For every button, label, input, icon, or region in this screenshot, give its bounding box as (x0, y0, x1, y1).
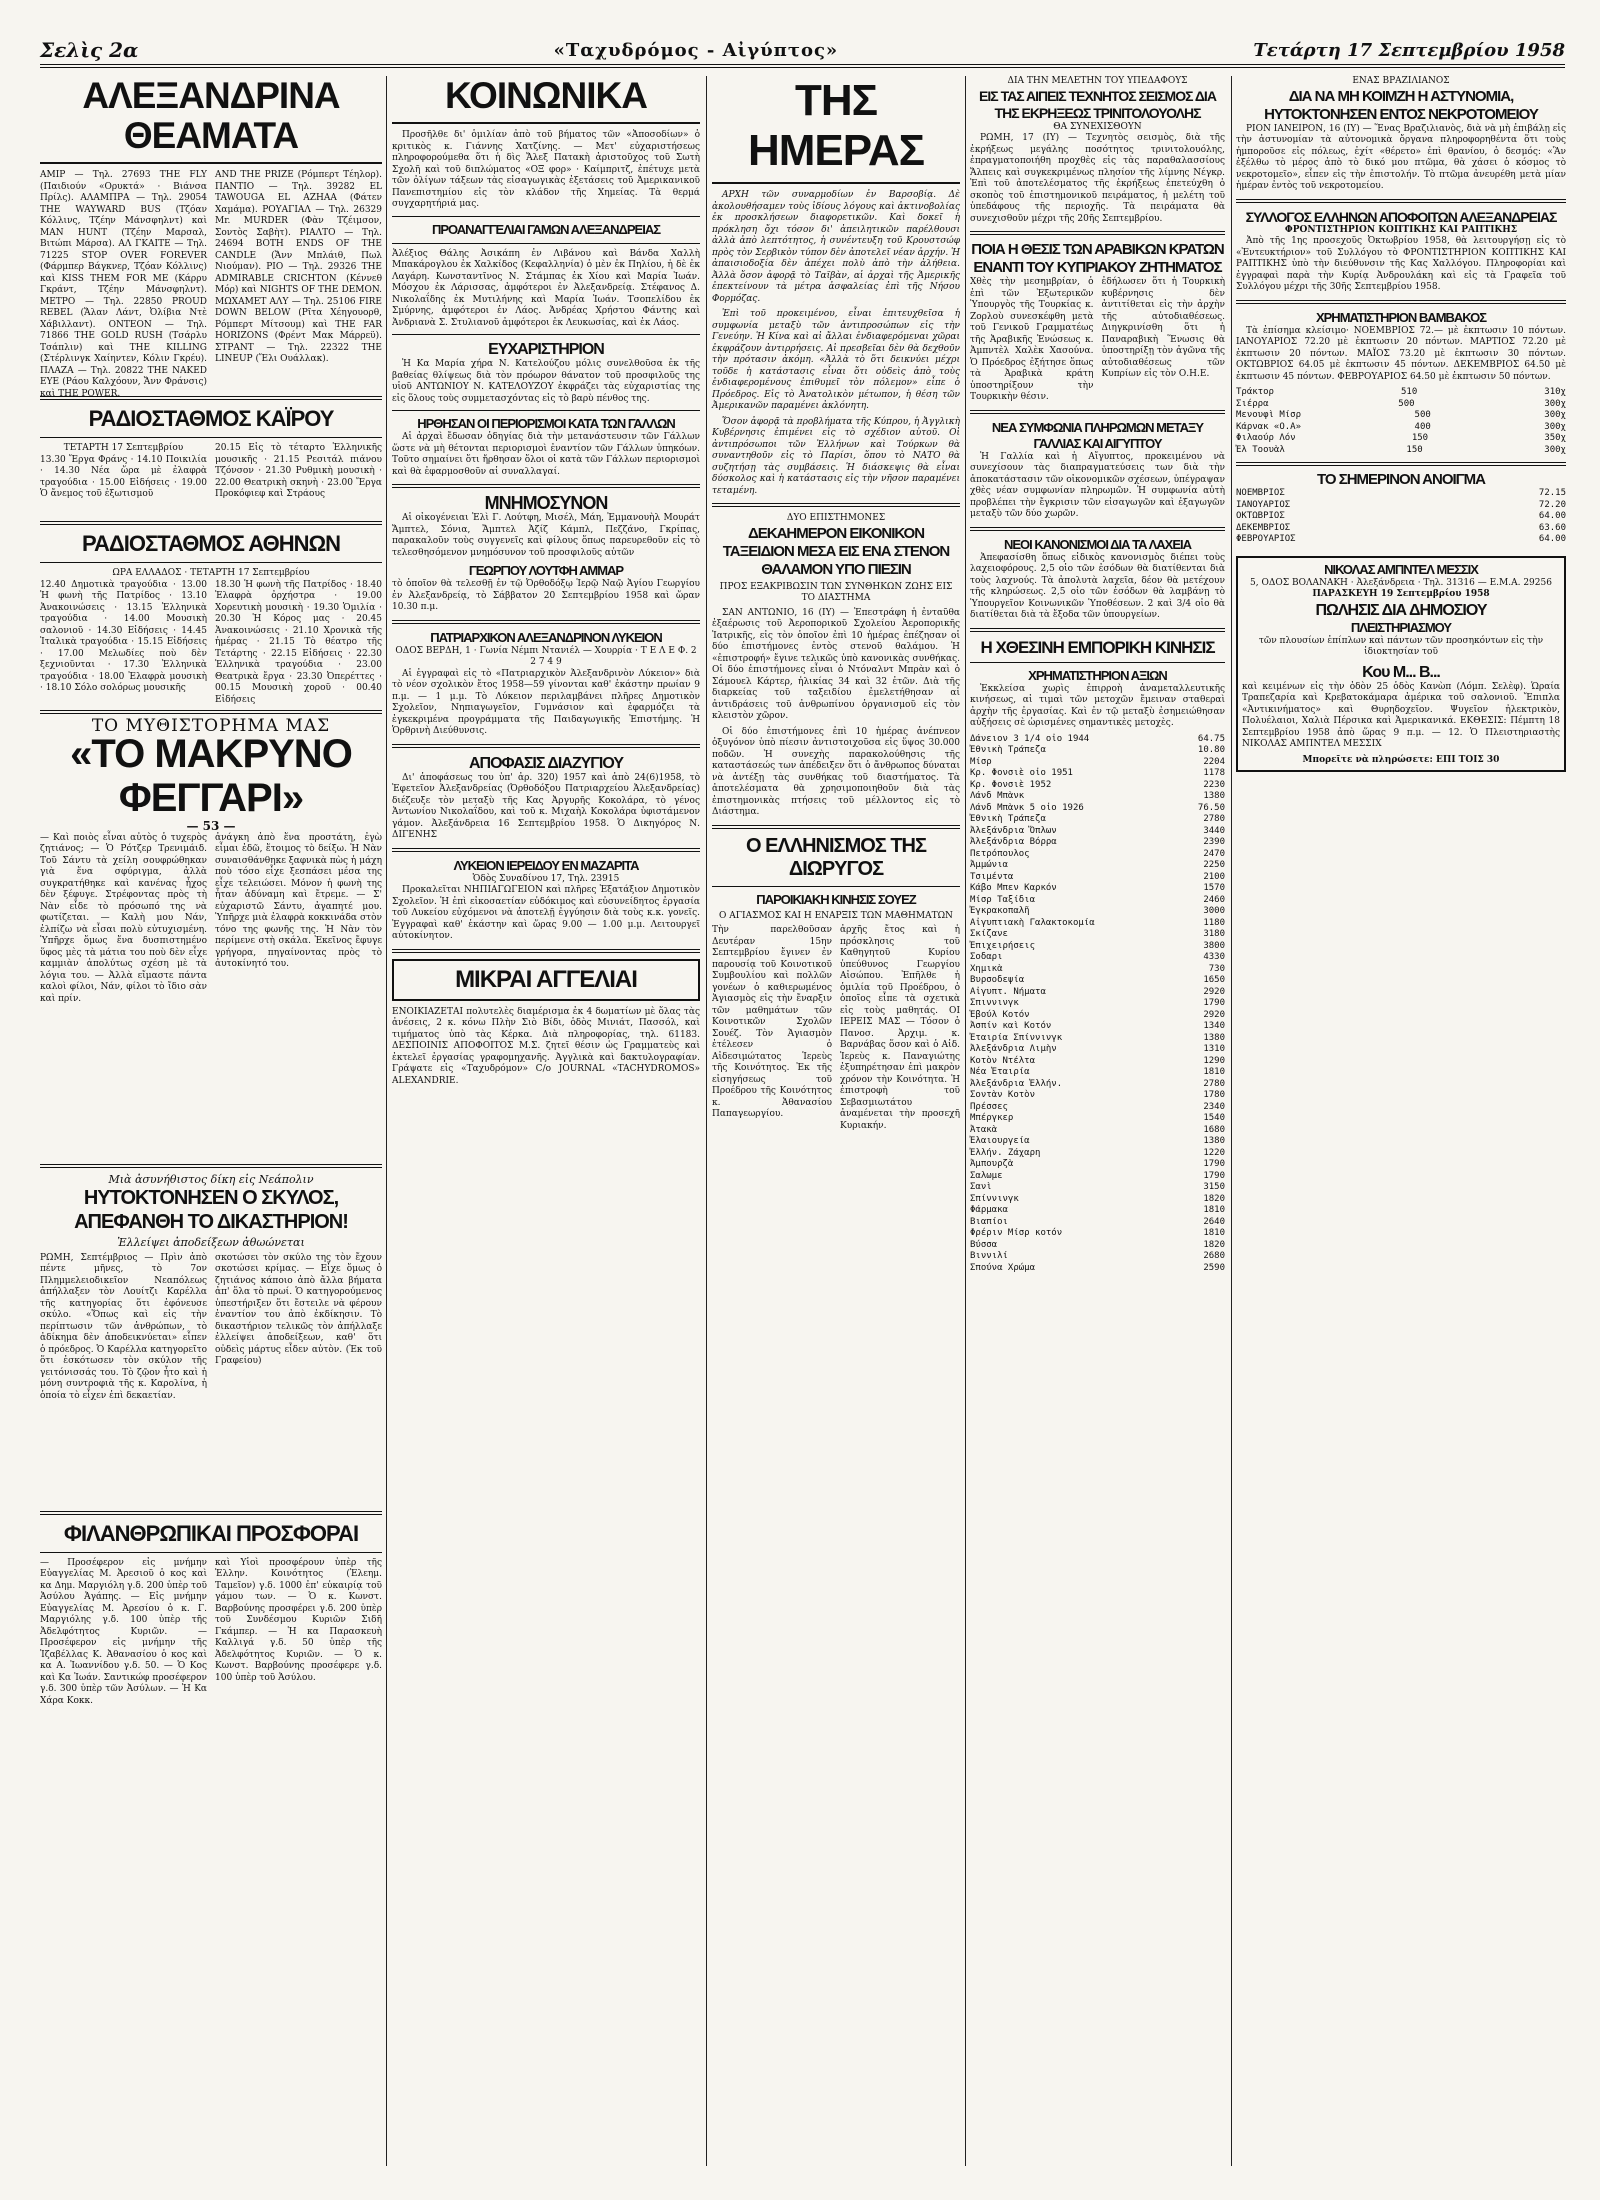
stock-row-n: Ἑβούλ Κοτόν (970, 1009, 1030, 1020)
stock-row-v: 1680 (1203, 1124, 1225, 1135)
stock-row-v: 1178 (1203, 768, 1225, 778)
opening-row-v: 64.00 (1538, 534, 1566, 544)
arab-states-text-left: Χθὲς τὴν μεσημβρίαν, ὁ ἐπὶ τῶν Ἐξωτερικῶν Ὑπουργὸς τῆς Τουρκίας κ. Ζορλοὺ συνεσκέφθη μετὰ τοῦ Γενικοῦ Γραμματέως τῆς Ἀραβικῆς Ἑνώσεως κ. Ἀμπντὲλ Χαλὲκ Χασούνα. Ὁ Πρόεδρος ἐξήτησε ὅπως τὰ Ἀραβικὰ κράτη ὑποστηρίξουν τὴν Τουρκικὴν θέσιν. (970, 277, 1094, 402)
stock-row-v: 3000 (1203, 906, 1225, 916)
stock-row-v: 2390 (1203, 837, 1225, 847)
cotton-row-a: 150 (1411, 433, 1429, 443)
stock-row (970, 952, 1225, 964)
classifieds-text: ΕΝΟΙΚΙΑΖΕΤΑΙ πολυτελὲς διαμέρισμα ἐκ 4 δωματίων μὲ ὅλας τὰς ἀνέσεις, 2 κ. κόνω Πλὴν Σιὸ Βίδι, ὁδὸς Μινιάτ, Πασσόλ, καὶ τιμήματος ὑπὸ τὰς Κέρκα. Διὰ πληροφορίας, τηλ. 61183. ΔΕΣΠΟΙΝΙΣ ΑΠΟΦΟΙΤΟΣ Μ.Σ. ζητεῖ θέσιν ὡς Γραμματεὺς καὶ ἐκτελεῖ ἐργασίας γραφομηχανῆς. Ἀγγλικὰ καὶ δακτυλογραφίαν. Γράψατε εἰς «Ταχυδρόμον» C/o JOURNAL «TACHYDROMOS» ALEXANDRIE. (392, 1006, 700, 1086)
canal-subheading-2: Ο ΑΓΙΑΣΜΟΣ ΚΑΙ Η ΕΝΑΡΞΙΣ ΤΩΝ ΜΑΘΗΜΑΤΩΝ (719, 910, 953, 921)
of-the-day-body: Ἐπὶ τοῦ προκειμένου, εἶναι ἐπιτευχθεῖσα ἡ συμφωνία μεταξὺ τῶν ἀντιπροσώπων εἰς τὴν Γενεύην. Ἡ Κίνα καὶ αἱ ἄλλαι ἐνδιαφερόμεναι χῶραι ἐκφράζουν ἀντιρρήσεις. Αἱ πρεσβεῖαι δὲν θὰ δεχθοῦν τὴν πρότασιν ἀκόμη. «Ἀλλὰ τὸ ὅτι δεικνύει μέχρι τοῦδε ἡ κατάστασις εἶναι ὅτι οὐδεὶς ἀπὸ τοὺς ἐνδιαφερομένους ἐπιθυμεῖ τὸν πόλεμον» εἶπε ὁ Πρόεδρος. Εἰς τὸ Ἀνατολικὸν μέτωπον, ἡ θέση τῶν Ἀμερικανῶν παραμένει ἀκλόνητη. (712, 309, 960, 411)
stock-row (970, 1205, 1225, 1217)
auction-ad (1236, 556, 1566, 773)
stock-row-v: 1540 (1203, 1113, 1225, 1123)
stock-row-n: Σοδαρι (970, 952, 1003, 962)
stock-row (970, 837, 1225, 849)
cotton-table (1236, 387, 1566, 456)
cotton-row-b: 300χ (1544, 398, 1566, 409)
canal-text-right: ἀρχῆς ἔτος καὶ ἡ πρόσκλησις τοῦ Καθηγητοῦ Κυρίου ὑπεύθυνος Γεωργίου Αἰσώπου. Ἐπῆλθε ἡ ὁμιλία τοῦ Προέδρου, ὁ ὁποῖος εἶπε τὰ σχετικὰ εἰς τοὺς μαθητάς. ΟΙ ΙΕΡΕΙΣ ΜΑΣ — Τόσον ὁ Πανοσ. Ἀρχιμ. κ. Βαρνάβας ὅσον καὶ ὁ Αἰδ. Ἱερεὺς κ. Παναγιώτης ἐξυπηρέτησαν ἐπὶ μακρὸν χρόνον τὴν Κοινότητα. Ἡ ἐπιστροφὴ τοῦ Σεβασμιωτάτου ἀναμένεται τὴν προσεχῆ Κυριακήν. (840, 925, 960, 1131)
stock-row-n: Ἐλαιουργεία (970, 1136, 1030, 1146)
stock-row (970, 1090, 1225, 1102)
stock-row-v: 1290 (1203, 1055, 1225, 1066)
school-text: Προκαλεῖται ΝΗΠΙΑΓΩΓΕΙΟΝ καὶ πλῆρες Ἑξατάξιον Δημοτικὸν Σχολεῖον. Ἡ ἐπὶ εἰκοσαετίαν εὐδόκιμος καὶ εὐσυνείδητος ἐργασία τοῦ Λυκείου εὐχόμενοι νὰ ἀποτελῇ ἐγγύησιν διὰ τοὺς κ.κ. γονεῖς. Ἐγγραφαὶ καθ' ἑκάστην καὶ ὥρας 9.00 — 1.00 μ.μ. Λειτουργεῖ αὐτοκίνητον. (392, 885, 700, 941)
auction-firm: ΝΙΚΟΛΑΣ ΑΜΠΝΤΕΛ ΜΕΣΣΙΧ (1324, 561, 1478, 577)
cotton-row-a: 500 (1398, 398, 1415, 409)
stock-row-v: 2920 (1203, 986, 1225, 997)
opening-row (1236, 511, 1566, 523)
stock-row-n: Μπέργκερ (970, 1113, 1014, 1123)
stock-row (970, 849, 1225, 861)
auction-title: ΠΩΛΗΣΙΣ ΔΙΑ ΔΗΜΟΣΙΟΥ (1315, 601, 1487, 619)
cotton-row (1236, 410, 1566, 422)
school-heading: ΛΥΚΕΙΟΝ ΙΕΡΕΙΔΟΥ ΕΝ ΜΑΖΑΡΙΤΑ (453, 857, 639, 873)
experiment-text: ΣΑΝ ΑΝΤΩΝΙΟ, 16 (ΙΥ) — Ἐπεστράφη ἡ ἐνταῦθα ἐξαέρωσις τοῦ Ἀεροπορικοῦ Σχολείου Ἀεροπορικῆς Ἰατρικῆς, εἰς τὸν ὁποῖον ἐπὶ 10 ἡμέρας ἐπέζησαν οἱ δύο ἐπιστήμονες ἐντὸς στενοῦ θαλάμου. Ἡ «ἐπιστροφή» ἔγινε τελικῶς ὑπὸ κανονικὰς συνθήκας. Οἱ δύο ἐπιστήμονες εἶναι ὁ Ντόναλντ Μπρὰν καὶ ὁ Σάμουελ Κάρτερ, ἡλικίας 34 καὶ 32 ἐτῶν. Διὰ τῆς διαρκείας τοῦ ταξειδίου ἐμελετήθησαν αἱ ἀντιδράσεις τοῦ ἀνθρωπίνου ὀργανισμοῦ εἰς τὸν κλειστὸν χῶρον. (712, 607, 960, 721)
stock-row-n: Σπίννινγκ (970, 1193, 1019, 1204)
stock-row-v: 1180 (1203, 917, 1225, 928)
experiment-subtitle: ΠΡΟΣ ΕΞΑΚΡΙΒΩΣΙΝ ΤΩΝ ΣΥΝΘΗΚΩΝ ΖΩΗΣ ΕΙΣ ΤΟ ΔΙΑΣΤΗΜΑ (719, 581, 953, 603)
payments-title: ΝΕΑ ΣΥΜΦΩΝΙΑ ΠΛΗΡΩΜΩΝ ΜΕΤΑΞΥ ΓΑΛΛΙΑΣ ΚΑΙ ΑΙΓΥΠΤΟΥ (991, 419, 1204, 451)
cotton-exchange-heading: ΧΡΗΜΑΤΙΣΤΗΡΙΟΝ ΒΑΜΒΑΚΟΣ (1315, 309, 1487, 325)
stock-row (970, 883, 1225, 895)
stock-row-v: 4330 (1203, 952, 1225, 962)
stock-row (970, 1079, 1225, 1091)
cotton-row-b: 350χ (1544, 433, 1566, 443)
stock-row-v: 1380 (1203, 791, 1225, 801)
opening-row-n: ΦΕΒΡΟΥΑΡΙΟΣ (1236, 534, 1296, 544)
stock-row-v: 3800 (1203, 940, 1225, 951)
stock-row (970, 1251, 1225, 1263)
earthquake-subtitle: ΘΑ ΣΥΝΕΧΙΣΘΟΥΝ (1053, 121, 1142, 132)
page-number: Σελὶς 2α (40, 38, 139, 62)
charity-heading: ΦΙΛΑΝΘΡΩΠΙΚΑΙ ΠΡΟΣΦΟΡΑΙ (63, 1520, 359, 1546)
stock-row (970, 1240, 1225, 1252)
opening-row-v: 72.20 (1538, 499, 1566, 510)
column-social (392, 76, 700, 1091)
social-news: Προσῆλθε δι' ὁμιλίαν ἀπὸ τοῦ βήματος τῶν «Ἀποσοδίων» ὁ κριτικὸς κ. Γιάννης Χατζίνης. — Μετ' εὐχαριστήσεως πληροφορούμεθα ὅτι ἡ δὶς Ἄλεξ Πατακὴ ἀριστοῦχος τοῦ Σωτὴ Σχολῆ καὶ τοῦ διπλώματος «ΟΞ φορ» · Καίμπριτζ, ἐπέτυχε μετὰ τῶν ὀλίγων τάξεων τὰς εἰσαγωγικὰς ἐξετάσεις τοῦ Ἀμερικανικοῦ Πανεπιστημίου εἰς τὸν κλάδον τῆς Χημείας. Τὰ θερμά συγχαρητήριά μας. (392, 130, 700, 209)
stock-row-v: 2590 (1203, 1262, 1225, 1273)
opening-row-v: 72.15 (1538, 488, 1566, 498)
stock-row-v: 2920 (1203, 1009, 1225, 1020)
stock-row-n: Μίσρ Ταξίδια (970, 894, 1036, 905)
cotton-row-b: 300χ (1544, 421, 1566, 432)
gauls-text: Αἱ ἀρχαὶ ἔδωσαν ὁδηγίας διὰ τὴν μετανάστευσιν τῶν Γάλλων ὥστε νὰ μὴ θέτονται περιορισμοὶ ἐναντίον τῶν Γάλλων ὑπηκόων. Τοῦτο σημαίνει ὅτι ἤρθησαν ὅλοι οἱ κατὰ τῶν Γάλλων περιορισμοὶ καὶ θὰ ἐφαρμοσθοῦν αἱ συναλλαγαί. (392, 432, 700, 477)
radio-cairo-schedule-left: 13.30 Ἔργα Φράνς · 14.10 Ποικιλία · 14.30 Νέα ὥρα μὲ ἐλαφρὰ τραγούδια · 15.00 Εἰδήσεις · 19.00 Ὁ ἄνεμος τοῦ ἐξωτισμοῦ (40, 454, 207, 499)
classifieds-box (392, 959, 700, 1001)
radio-cairo-heading: ΡΑΔΙΟΣΤΑΘΜΟΣ ΚΑΪΡΟΥ (88, 406, 334, 431)
stock-row-v: 2680 (1203, 1251, 1225, 1261)
stock-row-v: 3180 (1203, 929, 1225, 939)
opening-heading: ΤΟ ΣΗΜΕΡΙΝΟΝ ΑΝΟΙΓΜΑ (1316, 471, 1486, 488)
divorce-text: Δι' ἀποφάσεως του ὑπ' ἀρ. 320) 1957 καὶ ἀπὸ 24(6)1958, τὸ Ἐφετεῖον Ἀλεξανδρείας (Ὀρθοδόξου Πατριαρχείου Ἀλεξανδρείας) διέζευξε τὸν μεταξὺ τῆς Κας Ἀργυρῆς Κοκολάρα, τὸ γένος Ἀντωνίου Νικολαΐδου, καὶ τοῦ κ. Μιχαὴλ Κοκολάρα ὑφιστάμενον γάμον. Ἀλεξάνδρεια 16 Σεπτεμβρίου 1958. Ὁ Δικηγόρος Ν. ΔΙΓΕΝΗΣ (392, 772, 700, 840)
of-the-day-intro: ΑΡΧΗ τῶν συναρμοδίων ἐν Βαρσοβίᾳ. Δὲ ἀκολουθήσαμεν τοὺς ἰδίους λόγους καὶ ἀκτινοβολίας ἐκ προσκλήσεων διαφορετικῶν. Καὶ δοκεῖ ἡ πρόκληση ὄχι τόσον δι' ἀπειλητικῶν παρέλθουσι ἀλλὰ ἀπὸ λεπτότητος, ἡ συνέντευξη τοῦ Κρουστσώφ πρὸς τὸν Σερβικὸν τύπον δὲν ἀποτελεῖ νέαν ἀρχήν. Ἡ ἀπαισιοδοξία δὲν ἀπέχει πολὺ ἀπὸ τὴν ἀλήθεια. Ἀλλὰ ὅσον ἀφορᾷ τὸ Ταϊβὰν, αἱ ἀρχαὶ τῆς Ἀμερικῆς ἐπεκτείνουν τὰ μέτρα ἀσφαλείας ἐπὶ τῆς Νήσου Φορμόζας. (712, 190, 961, 304)
cotton-row-n: Ἐλ Τοουὰλ (1236, 444, 1285, 455)
stock-row-v: 1790 (1203, 1159, 1225, 1169)
of-the-day-heading: ΤΗΣ ΗΜΕΡΑΣ (747, 76, 925, 175)
stock-row-n: Ἀλεξάνδρια Ὄπλων (970, 825, 1057, 836)
engagements-text: Ἀλέξιος Θάλης Ἀσικάπη ἐν Λιβάνου καὶ Βάνδα Χαλλὴ Μπακάρογλου ἐκ Χαλκίδος (Κεφαλληνία) ὁ μὲν ἐκ Πηλίου, ἡ δὲ ἐκ Λαγάρη. Κωνσταντῖνος Ν. Στάμπας ἐκ Χίου καὶ Μαρία Ἰωάν. Μόσχου ἐκ Λάρισσας, ἀμφότεροι ἐν Ἀλεξανδρείᾳ. Στέφανος Δ. Νικολαΐδης ἐκ Μυτιλήνης καὶ Μαρία Ἰωάν. Τσοπελίδου ἐκ Σμύρνης, ἀμφότεροι ἐν Λάος. Ἀνδρέας Χρήστου Φάντης καὶ Ἀνδριανὰ Σ. Στυλιανοῦ ἀμφότεροι ἐκ Λευκωσίας, καὶ ἐκ Λάος. (392, 248, 700, 328)
radio-athens-schedule-right: 18.30 Ἡ φωνὴ τῆς Πατρίδος · 18.40 Ἐλαφρὰ ὀρχήστρα · 19.00 Χορευτικὴ μουσικὴ · 19.30 Ὁμιλία · 20.30 Ἡ Κόρος μας · 20.45 Ἀνακοινώσεις · 21.10 Χρονικὰ τῆς ἡμέρας · 21.15 Τὸ θέατρο τῆς Τετάρτης · 22.15 Εἰδήσεις · 22.30 Ἑλληνικὰ τραγούδια · 23.00 Θεατρικὰ ἔργα · 23.30 Ὀπερέττες · 00.15 Μουσικὴ χοροῦ · 00.40 Εἰδήσεις (215, 579, 382, 705)
stock-row-n: Πετρόπουλος (970, 848, 1030, 859)
stock-row (970, 1102, 1225, 1114)
auction-date: ΠΑΡΑΣΚΕΥΗ 19 Σεπτεμβρίου 1958 (1312, 589, 1490, 599)
novel-text-left: — Καὶ ποιὸς εἶναι αὐτὸς ὁ τυχερὸς ζητιάνος; — Ὁ Ρότζερ Τρενιμάιδ. Τοῦ Σάντυ τὰ χείλη σουφρώθηκαν γιὰ ἕνα σφύριγμα, ἀλλὰ συγκρατήθηκε καὶ κανένας ἦχος δὲν ξέφυγε. Στρέφοντας πρὸς τὴ Νὰν εἶδε τὸ πρόσωπό της νὰ φωτίζεται. — Καλὴ μου Νάν, ἐλπίζω νὰ εἶσαι πολὺ εὐτυχισμένη. Ὑπῆρχε ὅμως ἕνα δυσπιστημένο ὕφος μὲς τὰ μάτια του ποὺ δὲν εἶχε καμμιὰν ἀπολύτως σχέση μὲ τὰ λόγια του. — Ἀλλὰ εἴμαστε πάντα καλοὶ φίλοι, Νάν, φίλοι τὸ ἴδιο σὰν καὶ πρίν. (40, 832, 207, 1004)
stock-row-v: 1220 (1203, 1147, 1225, 1158)
column-rule (965, 76, 966, 2166)
stock-row-v: 1790 (1203, 1170, 1225, 1181)
graduates-subheading: ΦΡΟΝΤΙΣΤΗΡΙΟΝ ΚΟΠΤΙΚΗΣ ΚΑΙ ΡΑΠΤΙΚΗΣ (1284, 224, 1518, 235)
stock-row (970, 964, 1225, 976)
stock-row-n: Ἐταιρία Σπίννινγκ (970, 1032, 1063, 1043)
market-heading: Η ΧΘΕΣΙΝΗ ΕΜΠΟΡΙΚΗ ΚΙΝΗΣΙΣ (980, 637, 1215, 657)
radio-cairo-schedule-right: 20.15 Εἰς τὸ τέταρτο Ἑλληνικῆς μουσικῆς · 21.15 Ρεσιτάλ πιάνου Τζόνσον · 21.30 Ρυθμικὴ μουσικὴ · 22.00 Θεατρικὴ σκηνὴ · 23.00 Ἔργα Προκόφιεφ καὶ Στράους (215, 443, 382, 499)
earthquake-title: ΕΙΣ ΤΑΣ ΑΙΠΕΙΣ ΤΕΧΝΗΤΟΣ ΣΕΙΣΜΟΣ ΔΙΑ ΤΗΣ ΕΚΡΗΞΕΩΣ ΤΡΙΝΙΤΟΛΟΥΟΛΗΣ (979, 87, 1216, 121)
opening-row-v: 63.60 (1538, 522, 1566, 533)
cinema-list-right: AND THE PRIZE (Ρόμπερτ Τέηλορ). ΠΑΝΤΙΟ — Τηλ. 39282 EL TAWOUGA EL AZHAA (Φάτεν Χαμάμα). ΡΟΥΑΓΙΑΛ — Τηλ. 26329 Mr. MURDER (Φὰν Τζέιμσον, Σοντὸς Σαβὴτ). ΡΙΑΛΤΟ — Τηλ. 24694 BOTH ENDS OF THE CANDLE (Ἄνν Μπλάιθ, Πωλ Νιούμαν). ΡΙΟ — Τηλ. 29326 THE ADMIRABLE CRICHTON (Κέννεθ Μόρ) καὶ NIGHTS OF THE DEMON. ΜΩΧΑΜΕΤ ΑΛΥ — Τηλ. 25106 FIRE DOWN BELOW (Ρῖτα Χέηγουορθ, Ρόμπερτ Μίτσουμ) καὶ THE FAR HORIZONS (Φρέντ Μακ Μάρρεϋ). ΣΤΡΑΝΤ — Τηλ. 22322 THE LINEUP (Ἔλι Ουάλλακ). (215, 170, 382, 364)
cotton-row-n: Μενουφὶ Μίσρ (1236, 410, 1302, 420)
stock-row-v: 1380 (1203, 1032, 1225, 1043)
cotton-row (1236, 422, 1566, 434)
cinemas-heading: ΑΛΕΞΑΝΔΡΙΝΑ ΘΕΑΜΑΤΑ (82, 75, 340, 156)
school-address: Ὁδὸς Συναδίνου 17, Τηλ. 23915 (472, 873, 620, 884)
stock-row (970, 1148, 1225, 1160)
stock-row (970, 1021, 1225, 1033)
stock-row (970, 768, 1225, 780)
cotton-row (1236, 433, 1566, 445)
stock-row-n: Πρέσσες (970, 1101, 1008, 1112)
arab-states-title: ΠΟΙΑ Η ΘΕΣΙΣ ΤΩΝ ΑΡΑΒΙΚΩΝ ΚΡΑΤΩΝ ΕΝΑΝΤΙ ΤΟΥ ΚΥΠΡΙΑΚΟΥ ΖΗΤΗΜΑΤΟΣ (971, 241, 1224, 276)
stock-row-v: 2460 (1203, 894, 1225, 905)
stock-row (970, 1113, 1225, 1125)
stock-row (970, 998, 1225, 1010)
stock-row-v: 1340 (1203, 1021, 1225, 1031)
canal-subheading: ΠΑΡΟΙΚΙΑΚΗ ΚΙΝΗΣΙΣ ΣΟΥΕΖ (756, 891, 916, 907)
stock-row-n: Νέα Ἐταιρία (970, 1067, 1030, 1077)
stock-row (970, 826, 1225, 838)
memorial-name: ΓΕΩΡΓΙΟΥ ΛΟΥΤΦΗ ΑΜΜΑΡ (468, 563, 624, 578)
stock-row-v: 2780 (1203, 1078, 1225, 1089)
stock-row-n: Σοντὰν Κοτὸν (970, 1090, 1036, 1100)
memorial-text-2: τὸ ὁποῖον θὰ τελεσθῇ ἐν τῷ Ὀρθοδόξῳ Ἱερῷ Ναῷ Ἁγίου Γεωργίου ἐν Ἀλεξανδρείᾳ, τὸ Σάββατον 20 Σεπτεμβρίου 1958 καὶ ὥραν 10.30 π.μ. (392, 579, 700, 612)
stock-row-n: Δάνειον 3 1/4 οἰο 1944 (970, 733, 1090, 744)
stock-row (970, 1263, 1225, 1275)
stock-row-v: 1810 (1203, 1205, 1225, 1215)
stock-table (970, 734, 1225, 1275)
novel-title: «ΤΟ ΜΑΚΡΥΝΟ ΦΕΓΓΑΡΙ» (70, 732, 352, 820)
stock-row (970, 1194, 1225, 1206)
stock-row-n: Ἀσπίν καὶ Κοτόν (970, 1021, 1052, 1031)
stock-row-v: 2204 (1203, 756, 1225, 767)
stock-row (970, 1010, 1225, 1022)
opening-row-n: ΙΑΝΟΥΑΡΙΟΣ (1236, 499, 1291, 510)
cotton-row-a: 510 (1400, 387, 1418, 397)
stock-row (970, 780, 1225, 792)
cotton-row-b: 300χ (1544, 444, 1566, 455)
stock-row-n: Μίσρ (970, 756, 992, 767)
stock-row (970, 895, 1225, 907)
stock-row-v: 1810 (1203, 1067, 1225, 1077)
experiment-kicker: ΔΥΟ ΕΠΙΣΤΗΜΟΝΕΣ (786, 513, 886, 523)
stock-row-v: 2470 (1203, 848, 1225, 859)
stock-row-n: Κρ. Φονσιὲ οἰο 1951 (970, 768, 1073, 778)
stock-row (970, 1067, 1225, 1079)
stock-row (970, 872, 1225, 884)
stock-row-n: Ἐγκρακοπαλῆ (970, 906, 1030, 916)
newspaper-name: «Ταχυδρόμος - Αἰγύπτος» (553, 39, 839, 61)
stock-row (970, 1171, 1225, 1183)
cotton-row-b: 300χ (1544, 410, 1566, 420)
opening-table (1236, 488, 1566, 546)
stock-row-n: Ἀλεξάνδρια Λιμὴν (970, 1044, 1057, 1054)
canal-text-left: Τὴν παρελθοῦσαν Δευτέραν 15ην Σεπτεμβρίου ἔγινεν ἐν παρουσίᾳ τοῦ Κοινοτικοῦ Συμβουλίου καὶ πολλῶν γονέων ὁ καθιερωμένος Ἁγιασμὸς εἰς τὴν ἔναρξιν τῶν μαθημάτων τῶν Κοινοτικῶν Σχολῶν Σουέζ. Τὸν Ἁγιασμὸν ἐτέλεσεν ὁ Αἰδεσιμώτατος Ἱερεὺς τῆς Κοινότητος. Ἐκ τῆς εἰσηγήσεως τοῦ Προέδρου τῆς Κοινότητος κ. Ἀθανασίου Παπαγεωργίου. (712, 925, 832, 1119)
graduates-heading: ΣΥΛΛΟΓΟΣ ΕΛΛΗΝΩΝ ΑΠΟΦΟΙΤΩΝ ΑΛΕΞΑΝΔΡΕΙΑΣ (1245, 208, 1557, 225)
stock-row-n: Λάνδ Μπὰνκ 5 οἰο 1926 (970, 802, 1084, 813)
column-of-the-day (712, 76, 960, 1185)
stock-row-v: 1790 (1203, 998, 1225, 1008)
opening-row (1236, 500, 1566, 512)
stock-row (970, 987, 1225, 999)
lotteries-title: ΝΕΟΙ ΚΑΝΟΝΙΣΜΟΙ ΔΙΑ ΤΑ ΛΑΧΕΙΑ (1003, 536, 1191, 552)
lyceum-text: Αἱ ἐγγραφαὶ εἰς τὸ «Πατριαρχικὸν Ἀλεξανδρινὸν Λύκειον» διὰ τὸ νέον σχολικὸν ἔτος 1958—59 γίνονται καθ' ἑκάστην πρωίαν 9 π.μ. — 1 μ.μ. Τὸ Λύκειον περιλαμβάνει πλῆρες Δημοτικὸν Σχολεῖον, Νηπιαγωγεῖον, Γυμνάσιον καὶ ἐφαρμόζει τὰ ἐγκεκριμένα προγράμματα τῆς Παιδαγωγικῆς Ἐπιστήμης. Ἡ Ὁρθρινὴ Διεύθυνσις. (392, 668, 700, 736)
auction-owner: Κου Μ... Β... (1362, 663, 1440, 681)
cotton-row-a: 150 (1406, 444, 1423, 455)
opening-row-n: ΟΚΤΩΒΡΙΟΣ (1236, 511, 1285, 521)
brazilian-kicker: ΕΝΑΣ ΒΡΑΖΙΛΙΑΝΟΣ (1352, 76, 1450, 86)
stock-row-v: 1780 (1203, 1090, 1225, 1100)
cotton-row-n: Σιέρρα (1236, 398, 1269, 409)
stock-row-v: 10.80 (1197, 745, 1225, 755)
stock-row-n: Σανὶ (970, 1182, 992, 1192)
stock-row-v: 2230 (1203, 779, 1225, 790)
radio-athens-schedule-left: 12.40 Δημοτικὰ τραγούδια · 13.00 Ἡ φωνὴ τῆς Πατρίδος · 13.10 Ἀνακοινώσεις · 13.15 Ἑλληνικὰ τραγούδια · 14.00 Μουσικὴ σαλονιοῦ · 14.30 Εἰδήσεις · 14.45 Ἰταλικὰ τραγούδια · 15.15 Εἰδήσεις · 17.00 Μελωδίες ποὺ δὲν ξεχνιοῦνται · 17.30 Ἑλληνικὰ τραγούδια · 18.00 Ἐλαφρὰ μουσικὴ · 18.10 Σόλο σολόρως μουσικῆς (40, 579, 207, 693)
dog-story-kicker: Μιὰ ἀσυνήθιστος δίκη εἰς Νεάπολιν (108, 1172, 314, 1186)
dog-story-text-right: σκοτώσει τὸν σκύλο της τὸν ἔχουν σκοτώσει κρίμας. — Εἶχε ὅμως ὁ ζητιάνος κάποιο ἀπὸ ἄλλα βήματα ἀπ' ὅλα τὸ πρωί. Ὁ κατηγορούμενος ὑπεστήριξεν ὅτι ἔστειλε νὰ φέρουν ἐναντίον του ἀπὸ ἐκδίκησιν. Τὸ δικαστήριον τελικῶς τὸν ἀπήλλαξε ἐλλείψει ἀποδείξεων, καθ' ὅτι οὐδεὶς μάρτυς εἶδεν αὐτὸν. (Ἐκ τοῦ Γραφείου) (215, 1252, 382, 1366)
stock-row-n: Βιαπίοι (970, 1216, 1008, 1227)
stock-exchange-heading: ΧΡΗΜΑΤΙΣΤΗΡΙΟΝ ΑΞΙΩΝ (1028, 667, 1167, 683)
classifieds-heading: ΜΙΚΡΑΙ ΑΓΓΕΛΙΑΙ (455, 965, 637, 993)
cotton-row (1236, 399, 1566, 411)
stock-row-v: 3440 (1203, 825, 1225, 836)
cotton-row-a: 400 (1414, 421, 1431, 432)
cotton-row-n: Φιλαούρ Λόν (1236, 433, 1296, 443)
opening-row (1236, 523, 1566, 535)
canal-heading: Ο ΕΛΛΗΝΙΣΜΟΣ ΤΗΣ ΔΙΩΡΥΓΟΣ (745, 834, 926, 880)
brazilian-title: ΔΙΑ ΝΑ ΜΗ ΚΟΙΜΖΗ Η ΑΣΤΥΝΟΜΙΑ, ΗΥΤΟΚΤΟΝΗΣΕΝ ΕΝΤΟΣ ΝΕΚΡΟΤΟΜΕΙΟΥ (1264, 87, 1538, 123)
stock-row-n: Ἐθνικὴ Τράπεζα (970, 814, 1046, 824)
stock-row-n: Ἀλεξάνδρια Βόρρα (970, 837, 1057, 847)
stock-row-v: 1380 (1203, 1136, 1225, 1146)
graduates-text: Ἀπὸ τῆς 1ης προσεχοῦς Ὀκτωβρίου 1958, θὰ λειτουργήσῃ εἰς τὸ «Ἐντευκτήριον» τοῦ Συλλόγου τὸ ΦΡΟΝΤΙΣΤΗΡΙΟΝ ΚΟΠΤΙΚΗΣ ΚΑΙ ΡΑΠΤΙΚΗΣ ὑπὸ τὴν διεύθυνσιν τῆς Κας Χαλλόγου. Πληροφορίαι καὶ ἐγγραφαὶ παρὰ τὴν Κυρίᾳ Ἀνδρουλάκη καὶ εἰς τὰ Γραφεῖα τοῦ Συλλόγου μέχρι τῆς 30ῆς Σεπτεμβρίου 1958. (1236, 236, 1566, 292)
novel-part: — 53 — (186, 819, 236, 833)
earthquake-kicker: ΔΙΑ ΤΗΝ ΜΕΛΕΤΗΝ ΤΟΥ ΥΠΕΔΑΦΟΥΣ (1007, 76, 1188, 86)
stock-row (970, 918, 1225, 930)
stock-row (970, 791, 1225, 803)
stock-row (970, 1125, 1225, 1137)
cotton-row (1236, 387, 1566, 399)
opening-row-n: ΔΕΚΕΜΒΡΙΟΣ (1236, 522, 1291, 533)
stock-row-v: 1650 (1203, 975, 1225, 985)
stock-row-n: Φρέριν Μίσρ κοτόν (970, 1228, 1063, 1238)
auction-text-2: καὶ κειμένων εἰς τὴν ὁδὸν 25 ὁδὸς Κανὼπ (Λόμπ. Σελὲφ). Ὡραία Τραπεζαρία καὶ Κρεβατοκάμαρα ἀμέρικα τοῦ σαλονιοῦ. Ἔπιπλα «Ἀντικινήματος» καὶ Θυρηδοχεῖον. Ψυγεῖον ἠλεκτρικὸν, Πολυέλαιοι, Χαλιὰ Πέρσικα καὶ Ἀμερικανικά. ΕΚΘΕΣΙΣ: Πέμπτη 18 Σεπτεμβρίου 1958 ἀπὸ ὥρας 9 π.μ. — 12. Ὁ Πλειστηριαστὴς ΝΙΚΟΛΑΣ ΑΜΠΝΤΕΛ ΜΕΣΣΙΧ (1242, 681, 1560, 749)
cotton-exchange-text: Τὰ ἐπίσημα κλείσιμο· ΝΟΕΜΒΡΙΟΣ 72.— μὲ ἐκπτωσιν 10 πόντων. ΙΑΝΟΥΑΡΙΟΣ 72.20 μὲ ἐκπτωσιν 20 πόντων. ΜΑΡΤΙΟΣ 72.20 μὲ ἐκπτωσιν 20 πόντων. ΜΑΪΟΣ 73.20 μὲ ἐκπτωσιν 30 πόντων. ΟΚΤΩΒΡΙΟΣ 64.05 μὲ ἐκπτωσιν 45 πόντων. ΔΕΚΕΜΒΡΙΟΣ 64.50 μὲ ἐκπτωσιν 45 πόντων. ΦΕΒΡΟΥΑΡΙΟΣ 64.50 μὲ ἐκπτωσιν 50 πόντων. (1236, 325, 1566, 382)
stock-row (970, 906, 1225, 918)
stock-row-n: Τσιμέντα (970, 871, 1014, 882)
cotton-row-a: 500 (1414, 410, 1431, 420)
stock-row (970, 803, 1225, 815)
stock-row-n: Ἀμμώνια (970, 860, 1008, 870)
lyceum-address: ΟΔΟΣ ΒΕΡΔΗ, 1 · Γωνία Νέμπι Ντανιέλ — Χουρρία · Τ Ε Λ Ε Φ. 2 2 7 4 9 (395, 645, 697, 667)
stock-row-n: Σπιννινγκ (970, 998, 1019, 1008)
stock-row-n: Ἐθνικὴ Τράπεζα (970, 745, 1046, 755)
stock-row-n: Ἐπιχειρήσεις (970, 940, 1036, 951)
thanks-text: Ἡ Κα Μαρία χήρα Ν. Κατελούζου μόλις συνελθοῦσα ἐκ τῆς βαθείας θλίψεως διὰ τὸν πρόωρον θάνατον τοῦ προσφιλοῦς της υἱοῦ ΑΝΤΩΝΙΟΥ Ν. ΚΑΤΕΛΟΥΖΟΥ ἐκφράζει τὰς εὐχαριστίας της εἰς ὅλους τοὺς συμμετασχόντας εἰς τὸ βαρὺ πένθος της. (392, 359, 700, 404)
radio-cairo-day: ΤΕΤΑΡΤΗ 17 Σεπτεμβρίου (63, 443, 184, 453)
stock-row (970, 1159, 1225, 1171)
stock-row-n: Ἐλλήν. Ζάχαρη (970, 1147, 1041, 1158)
auction-title-2: ΠΛΕΙΣΤΗΡΙΑΣΜΟΥ (1350, 619, 1452, 635)
stock-row-v: 1810 (1203, 1228, 1225, 1238)
stock-row-v: 730 (1208, 963, 1225, 974)
cinema-listings (40, 170, 382, 399)
stock-row (970, 1217, 1225, 1229)
stock-row (970, 1136, 1225, 1148)
stock-row (970, 1044, 1225, 1056)
stock-row-v: 64.75 (1197, 733, 1225, 744)
opening-row (1236, 488, 1566, 500)
stock-exchange-text: Ἐκκλείσα χωρὶς ἐπιρροὴ ἀναμεταλλευτικῆς κινήσεως, αἱ τιμαὶ τῶν μετοχῶν ἔμειναν σταθεραὶ ἀρχὴν τῆς ἐργασίας. Καὶ ἐν τῷ μεταξὺ ἐσημειώθησαν αὐξήσεις σὲ ὡρισμένες σημαντικὲς μετοχὲς. (970, 683, 1225, 728)
stock-row (970, 941, 1225, 953)
stock-row-n: Ἀλεξάνδρια Ἐλλήν. (970, 1078, 1063, 1089)
engagements-heading: ΠΡΟΑΝΑΓΓΕΛΙΑΙ ΓΑΜΩΝ ΑΛΕΞΑΝΔΡΕΙΑΣ (431, 221, 661, 237)
arab-states-text-right: ἐδήλωσεν ὅτι ἡ Τουρκικὴ κυβέρνησις δὲν ἀντιτίθεται εἰς τὴν ἀρχὴν τῆς αὐτοδιαθέσεως. Διηγκρινίσθη ὅτι ἡ Παναραβικὴ Ἕνωσις θὰ ὑποστηρίξῃ τὸν ἀγῶνα τῆς αὐτοδιαθέσεως τῶν Κυπρίων εἰς τὸν Ο.Η.Ε. (1101, 277, 1225, 379)
stock-row-n: Φάρμακα (970, 1205, 1008, 1215)
stock-row-n: Κοτὸν Ντέλτα (970, 1055, 1036, 1066)
stock-row-v: 2780 (1203, 814, 1225, 824)
stock-row (970, 929, 1225, 941)
stock-row-n: Ἀτακὰ (970, 1124, 998, 1135)
stock-row (970, 1056, 1225, 1068)
social-heading: ΚΟΙΝΩΝΙΚΑ (445, 75, 647, 116)
stock-row (970, 734, 1225, 746)
stock-row-n: Κάβο Μπεν Καρκόν (970, 883, 1057, 893)
brazilian-text: ΡΙΟΝ ΙΑΝΕΙΡΟΝ, 16 (ΙΥ) — Ἕνας Βραζιλιανὸς, διὰ νὰ μὴ ἐπιβάλῃ εἰς τὴν ἀστυνομίαν τὰ αὐτονομικὰ ὄργανα πληροφορηθέντα ὅτι τοὺς ἠμποροῦσε εἰς πόλεως, ἐχίτ «θέρετο» ἐπὶ θρανίου, ὁ δεσμός: «Ἂν ἐξέλθω τὸ μέρος ἀπὸ τὸ δικό μου πτῶμα, θὰ χάσει ὁ κόσμος τὸ νεκροτομεῖο», εἶπεν εἰς τὴν ἐπιστολήν. Τὸ πτῶμα ἀνευρέθη μετὰ μίαν ἡμέραν ἐντὸς τοῦ νεκροτομείου. (1236, 123, 1566, 191)
stock-row (970, 745, 1225, 757)
cotton-row-n: Κάρνακ «Ο.Α» (1236, 421, 1302, 432)
memorial-heading: ΜΝΗΜΟΣΥΝΟΝ (484, 493, 608, 513)
opening-row (1236, 534, 1566, 546)
stock-row (970, 1033, 1225, 1045)
radio-athens-day: ΩΡΑ ΕΛΛΑΔΟΣ · ΤΕΤΑΡΤΗ 17 Σεπτεμβρίου (112, 568, 310, 578)
stock-row-v: 1570 (1203, 883, 1225, 893)
stock-row-n: Βυρσοδεψία (970, 975, 1025, 985)
column-rule (1231, 76, 1232, 2166)
stock-row-n: Αἰγυπτ. Νήματα (970, 986, 1046, 997)
stock-row-v: 1820 (1203, 1193, 1225, 1204)
opening-row-n: ΝΟΕΜΒΡΙΟΣ (1236, 488, 1285, 498)
auction-note: Μπορεῖτε νὰ πληρώσετε: ΕΠΙ ΤΟΙΣ 30 (1302, 754, 1500, 765)
stock-row-n: Χημικὰ (970, 963, 1003, 974)
stock-row-n: Σαλωμε (970, 1170, 1003, 1181)
dog-story-text-left: ΡΩΜΗ, Σεπτέμβριος — Πρὶν ἀπὸ πέντε μῆνες, τὸ 7ον Πλημμελειοδικεῖον Νεαπόλεως ἀπήλλαξεν τὸν Λουίτζι Καρέλλα τῆς κατηγορίας ὅτι ἐφόνευσε σκύλο. «Ὅπως καὶ εἰς τὴν περίπτωσιν τῶν ἀνθρώπων, τὸ ἀδίκημα δὲν ἀποδεικνύεται» εἶπεν ὁ πρόεδρος. Ὁ Καρέλλα κατηγορεῖτο ὅτι ἐσκότωσεν τὸν σκύλον τῆς γειτόνισσάς του. Τὸ ζῷον ἦτο καὶ ἡ μόνη συντροφιὰ τῆς κ. Καρολίνα, ἡ ὁποία τὸ εἶχεν ἐπὶ δεκαετίαν. (40, 1252, 207, 1401)
stock-row-v: 1820 (1203, 1239, 1225, 1250)
of-the-day-body-2: Ὅσον ἀφορᾷ τὰ προβλήματα τῆς Κύπρου, ἡ Ἀγγλικὴ Κυβέρνησις ἐπιμένει εἰς τὸ σχέδιον αὐτοῦ. Οἱ ἀντιπρόσωποι τῶν Ἑλλήνων καὶ Τούρκων θὰ συναντηθοῦν εἰς τὸ Παρίσι, ὅπου τὸ ΝΑΤΟ θὰ συζητήσῃ τὰς συμβάσεις. Ἡ διάσκεψις θὰ εἶναι δύσκολος καὶ ἡ κατάστασις εἰς τὴν νῆσον παραμένει τεταμένη. (712, 416, 960, 496)
gauls-heading: ΗΡΘΗΣΑΝ ΟΙ ΠΕΡΙΟΡΙΣΜΟΙ ΚΑΤΑ ΤΩΝ ΓΑΛΛΩΝ (417, 416, 675, 431)
divorce-heading: ΑΠΟΦΑΣΙΣ ΔΙΑΖΥΓΙΟΥ (469, 754, 623, 772)
charity-text-right: καὶ Υἱοὶ προσφέρουν ὑπὲρ τῆς Ἑλλην. Κοινότητος (Ἐλεημ. Ταμεῖον) γ.δ. 1000 ἐπ' εὐκαιρίᾳ τοῦ γάμου των. — Ὁ κ. Κωνστ. Βαρβούνης προσφέρει γ.δ. 200 ὑπὲρ τοῦ Συνδέσμου Κυριῶν Σιδῆ Γκάμπερ. — Ἡ κα Παρασκευὴ Καλλιγά γ.δ. 50 ὑπὲρ τῆς Ἀδελφότητος Κυριῶν. — Ὁ κ. Κωνστ. Βαρβούνης προσέφερε γ.δ. 100 ὑπὲρ τοῦ Ἀσύλου. (215, 1557, 382, 1683)
opening-row-v: 64.00 (1538, 511, 1566, 521)
cotton-row-b: 310χ (1544, 387, 1566, 397)
dog-story-title: ΗΥΤΟΚΤΟΝΗΣΕΝ Ο ΣΚΥΛΟΣ, ΑΠΕΦΑΝΘΗ ΤΟ ΔΙΚΑΣΤΗΡΙΟΝ! (74, 1187, 348, 1233)
stock-row-n: Βύσσα (970, 1239, 998, 1250)
column-news (970, 76, 1225, 1274)
lyceum-heading: ΠΑΤΡΙΑΡΧΙΚΟΝ ΑΛΕΞΑΝΔΡΙΝΟΝ ΛΥΚΕΙΟΝ (430, 629, 662, 645)
column-entertainment (40, 76, 382, 1748)
cotton-row (1236, 445, 1566, 457)
stock-row (970, 757, 1225, 769)
stock-row-n: Κρ. Φονσιὲ 1952 (970, 779, 1052, 790)
stock-row (970, 814, 1225, 826)
auction-address: 5, ΟΔΟΣ ΒΟΛΑΝΑΚΗ · Ἀλεξάνδρεια · Τηλ. 31316 — Ε.Μ.Α. 29256 (1250, 577, 1552, 588)
stock-row-n: Λάνδ Μπὰνκ (970, 791, 1025, 801)
stock-row (970, 1228, 1225, 1240)
lotteries-text: Ἀπεφασίσθη ὅπως εἰδικὸς κανονισμὸς διέπει τοὺς λαχειοφόρους. 2,5 οἰο τῶν ἐσόδων θὰ διατίθενται διὰ τοὺς λαχνούς. Τὰ ἀπολυτὰ λαχεῖα, δέον θὰ μετέχουν τῆς κληρώσεως. 2,5 οἰο τῶν ἐσόδων θὰ λαμβάνῃ τὸ Ὑπουργεῖον Κοινωνικῶν Ὑποθέσεων. 2 καὶ 3/4 οἰο θὰ διατίθεται διὰ τὰ ἔξοδα τῶν ὑπουργείων. (970, 552, 1225, 620)
issue-date: Τετάρτη 17 Σεπτεμβρίου 1958 (1253, 39, 1565, 61)
payments-text: Ἡ Γαλλία καὶ ἡ Αἴγυπτος, προκειμένου νὰ συνεχίσουν τὰς διαπραγματεύσεις των διὰ τὴν ἀποκατάστασιν τῶν οἰκονομικῶν σχέσεων, ὑπέγραψαν χθὲς νέαν συμφωνίαν πληρωμῶν. Ἡ συμφωνία αὐτὴ προβλέπει τὴν ἔγκρισιν τῶν εἰσαγωγῶν καὶ ἐξαγωγῶν μεταξὺ τῶν δύο χωρῶν. (970, 451, 1225, 519)
auction-text: τῶν πλουσίων ἐπίπλων καὶ πάντων τῶν προσηκόντων εἰς τὴν ἰδιοκτησίαν τοῦ (1258, 635, 1544, 657)
cotton-row-n: Τράκτορ (1236, 387, 1274, 397)
charity-text-left: — Προσέφερον εἰς μνήμην Εὐαγγελίας Μ. Ἀρεσιοῦ ὁ κος καὶ κα Δημ. Μαργιόλη γ.δ. 200 ὑπὲρ τοῦ Ἀσύλου Ἀγάπης. — Εἰς μνήμην Εὐαγγελίας Μ. Ἀρεσίου ὁ κ. Γ. Μαργιόλης γ.δ. 100 ὑπὲρ τῆς Ἀδελφότητος Κυριῶν. — Προσέφερον εἰς μνήμην τῆς Ἰζαβέλλας Κ. Ἀθανασίου ὁ κος καὶ κα Α. Ἰωαννίδου γ.δ. 50. — Ὁ Κος καὶ Κα Ἰωάν. Σαντικώφ προσέφερον γ.δ. 300 ὑπὲρ τῶν Ἀσύλων. — Ἡ Κα Χάρα Κοκκ. (40, 1557, 207, 1706)
memorial-text: Αἱ οἰκογένειαι Ἐλὶ Γ. Λούτφη, Μισέλ, Μάη, Ἐμμανουὴλ Μουράτ Ἄμπτελ, Σόνια, Ἄμπτελ Ἀζίζ Κάμπλ, Πεζζάνο, Γκρίπας, παρακαλοῦν τοὺς συγγενεῖς καὶ φίλους ὅπως παρευρεθοῦν εἰς τὸ τελεσθησόμενον μνημόσυνον τοῦ προσφιλοῦς αὐτῶν (392, 513, 700, 558)
page-header (40, 36, 1565, 68)
stock-row-v: 2640 (1203, 1216, 1225, 1227)
stock-row-n: Αἰγυπτιακὴ Γαλακτοκομία (970, 917, 1095, 928)
column-rule (386, 76, 387, 2166)
stock-row-v: 3150 (1203, 1182, 1225, 1192)
stock-row-n: Σκίζανε (970, 929, 1008, 939)
stock-row-v: 2250 (1203, 860, 1225, 870)
stock-row-n: Ἀμπουρζὰ (970, 1159, 1014, 1169)
column-rule (706, 76, 707, 2166)
stock-row-v: 76.50 (1197, 802, 1225, 813)
stock-row (970, 975, 1225, 987)
novel-text-right: ἀνάγκη ἀπὸ ἕνα προστάτη, ἐγὼ εἶμαι ἐδῶ, ἕτοιμος τὸ δείξω. Ἡ Νὰν συναισθάνθηκε ξαφνικὰ πὼς ἡ μάχη ποὺ τόσο εἶχε ξεσπάσει μέσα της εἶχε τελειώσει. Μόνον ἡ φωνὴ της ἦταν ἀδύναμη καὶ ἔτρεμε. — Σ' εὐχαριστῶ Σάντυ, ἀγαπητέ μου. Ὑπῆρχε μιὰ ἐλαφρὰ κοκκινάδα στὸν τόνο της φωνῆς της. Ἡ Νὰν τὸν περίμενε στὴ σκάλα. Ἐκεῖνος ἔφυγε γρήγορα, πηγαίνοντας πρὸς τὸ ἀυτοκίνητό του. (215, 832, 382, 969)
novel-label: ΤΟ ΜΥΘΙΣΤΟΡΗΜΑ ΜΑΣ (91, 715, 331, 736)
earthquake-text: ΡΩΜΗ, 17 (ΙΥ) — Τεχνητὸς σεισμὸς, διὰ τῆς ἐκρήξεως μεγάλης ποσότητος τρινιτολουόλης, ἐπραγματοποιήθη προχθὲς εἰς τὰς παραθαλασσίους Ἄλπεις καὶ συγκεκριμένως πλησίον τῆς λίμνης Νέγκρ. Ἐπὶ τοῦ ἀποτελέσματος τῆς ἐκρήξεως ἐπετεύχθη ὁ σκοπὸς τοῦ ἐπιστημονικοῦ πειράματος, ἡ μελέτη τοῦ ὑπεδάφους τῆς περιοχῆς. Τὰ πειράματα θὰ συνεχισθοῦν μέχρι τῆς 20ῆς Σεπτεμβρίου. (970, 133, 1225, 224)
radio-athens-heading: ΡΑΔΙΟΣΤΑΘΜΟΣ ΑΘΗΝΩΝ (81, 531, 341, 556)
stock-row-v: 1310 (1203, 1044, 1225, 1054)
thanks-heading: ΕΥΧΑΡΙΣΤΗΡΙΟΝ (488, 341, 604, 358)
stock-row (970, 860, 1225, 872)
stock-row-n: Σπούνα Χρώμα (970, 1262, 1036, 1273)
stock-row-n: Βιννιλί (970, 1251, 1008, 1261)
experiment-title: ΔΕΚΑΗΜΕΡΟΝ ΕΙΚΟΝΙΚΟΝ ΤΑΞΕΙΔΙΟΝ ΜΕΣΑ ΕΙΣ ΕΝΑ ΣΤΕΝΟΝ ΘΑΛΑΜΟΝ ΥΠΟ ΠΙΕΣΙΝ (722, 524, 950, 578)
experiment-text-2: Οἱ δύο ἐπιστήμονες ἐπὶ 10 ἡμέρας ἀνέπνεον ὀξυγόνον ὑπὸ πίεσιν ἀντιστοιχοῦσα εἰς ὕψος 30.000 ποδῶν. Ἡ συνεχὴς παρακολούθησις τῆς καταστάσεώς των ἀπέδειξεν ὅτι ὁ ἄνθρωπος δύναται νὰ ἀντέξῃ τὰς συνθήκας τοῦ διαστήματος. Τὰ ἀποτελέσματα θὰ χρησιμοποιηθοῦν διὰ τὰς ἐπιστημονικὰς πτήσεις τοῦ μέλλοντος εἰς τὸ Διάστημα. (712, 726, 960, 817)
cinema-list-left: ΑΜΙΡ — Τηλ. 27693 THE FLY (Παιδιούν «Ορυκτά» · Βιάνσα Πρίλς). ΑΛΑΜΠΡΑ — Τηλ. 29054 THE WAYWARD BUS (Τζόαν Κόλλινς, Τζέην Μάνσφηλντ) καὶ MAN HUNT (Τζέην Μαρσαλ, Βιτώπι Μάρσα). ΑΛ ΓΚΑΙΤΕ — Τηλ. 71225 STOP OVER FOREVER (Φάρμπερ Βάγκνερ, Τζόαν Κόλλινς) καὶ KISS THEM FOR ME (Κάρρυ Γκράντ, Τζέην Μάνσφηλντ). ΜΕΤΡΟ — Τηλ. 22850 PROUD REBEL (Ἄλαν Λάντ, Ὀλίβια Ντὲ Χάβιλλαντ). ΟΝΤΕΟΝ — Τηλ. 71866 THE GOLD RUSH (Τσάρλυ Τσάπλιν) καὶ THE KILLING (Στέρλινγκ Χαίηντεν, Κόλιν Γκρέυ). ΠΛΑΖΑ — Τηλ. 20822 THE NAKED EYE (Ράου Καλχόουν, Ἄνν Φράνσις) καὶ THE POWER. (40, 170, 207, 399)
dog-story-subtitle: Ἐλλείψει ἀποδείξεων ἀθωώνεται (117, 1236, 305, 1249)
stock-row-v: 2340 (1203, 1101, 1225, 1112)
stock-row-v: 2100 (1203, 871, 1225, 882)
column-misc (1236, 76, 1566, 778)
stock-row (970, 1182, 1225, 1194)
